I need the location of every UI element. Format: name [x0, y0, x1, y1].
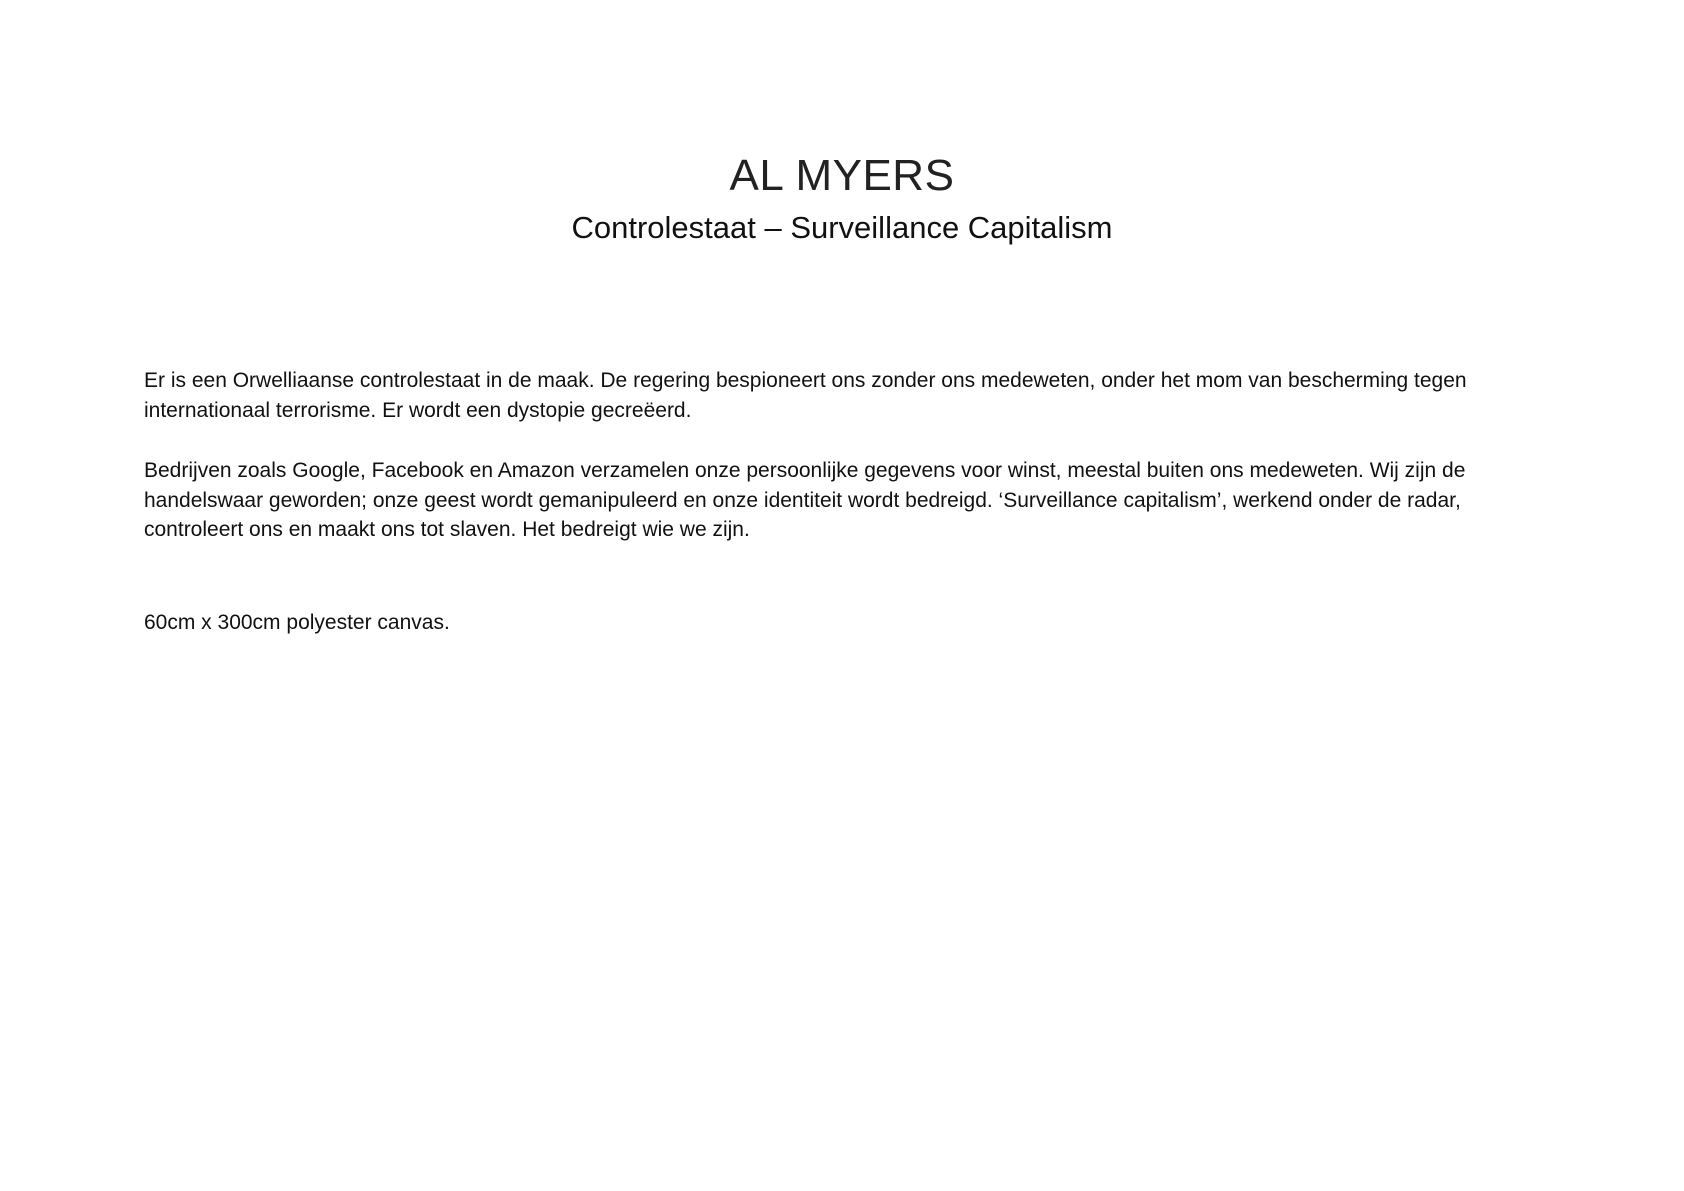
artwork-dimensions: 60cm x 300cm polyester canvas.	[144, 611, 450, 634]
artwork-title: Controlestaat – Surveillance Capitalism	[571, 210, 1113, 245]
artist-name: AL MYERS	[729, 151, 955, 200]
description-paragraph-2: Bedrijven zoals Google, Facebook en Amazon verzamelen onze persoonlijke gegevens voor winst, meestal buiten ons medeweten. Wij zijn de handelswaar geworden; onze geest wordt gemanipuleerd en onze identiteit wordt bedreigd. ‘Surveillance capitalism’, werkend onder de radar, controleert ons en maakt ons tot slaven. Het bedreigt wie we zijn.	[144, 459, 1466, 541]
description-paragraph-1: Er is een Orwelliaanse controlestaat in de maak. De regering bespioneert ons zonder ons medeweten, onder het mom van bescherming tegen internationaal terrorisme. Er wordt een dystopie gecreëerd.	[144, 369, 1467, 422]
document-header	[0, 148, 1684, 248]
description-body	[144, 366, 1564, 545]
